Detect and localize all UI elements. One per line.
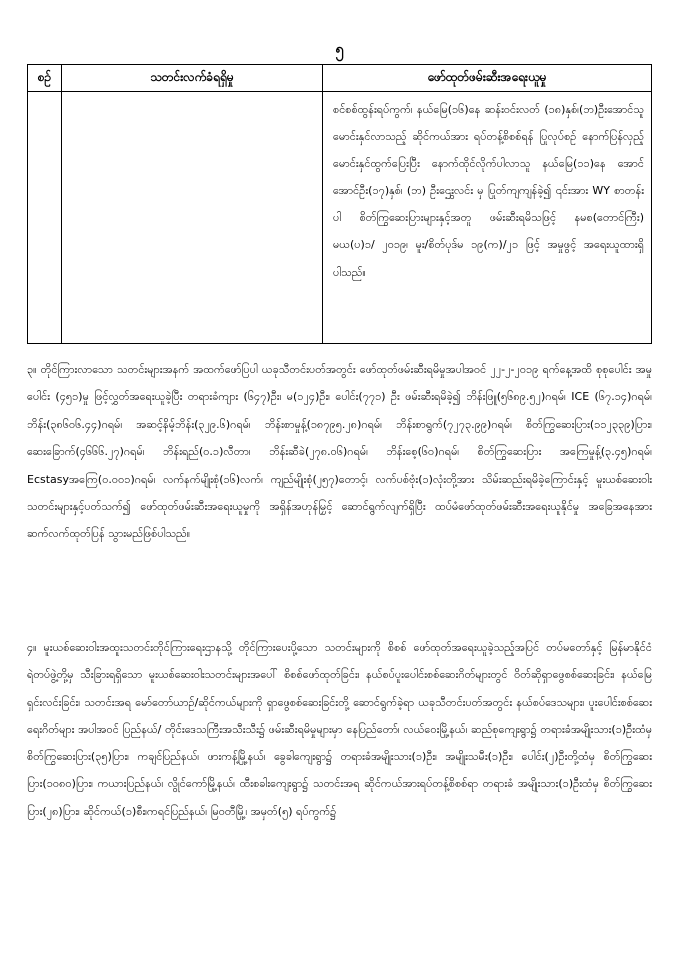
table-header-row [28, 65, 652, 92]
page-number: ၅ [335, 40, 344, 58]
header-info-received: သတင်းလက်ခံရရှိမှု [62, 65, 323, 92]
cell-seizure-action [323, 92, 652, 344]
header-serial-no: စဉ် [28, 65, 62, 92]
seizure-report-table [27, 64, 652, 344]
header-seizure-action: ဖော်ထုတ်ဖမ်းဆီးအရေးယူမှု [323, 65, 652, 92]
table-row [28, 92, 652, 344]
paragraph-3-summary: ၃။ တိုင်ကြားလာသော သတင်းများအနက် အထက်ဖော်ပြပါ ယခုသီတင်းပတ်အတွင်း ဖော်ထုတ်ဖမ်းဆီးရမိမှုအပါအဝင် ၂၂-၂-၂၀၁၉ ရက်နေ့အထိ စုစုပေါင်း အမှုပေါင်း (၄၅၁)မှု ဖြင့်လွှတ်အရေးယူခဲ့ပြီး တရားခံကျား (၆၄၇)ဦး၊ မ(၁၂၄)ဦး၊ ပေါင်း(၇၇၁) ဦး ဖမ်းဆီးရမိခဲ့၍ ဘိန်းဖြူ(၅၆၈၉.၅၂)ဂရမ်၊ ICE (၆၇.၁၄)ဂရမ်၊ ဘိန်း(၃၈၆၀၆.၄၄)ဂရမ်၊ အဆင့်နိမ့်ဘိန်း(၃၂၉.၆)ဂရမ်၊ ဘိန်းစာမှုန့်(၁၈၇၉၅.၂၈)ဂရမ်၊ ဘိန်းစာရွက်(၇၂၇၃.၉၉)ဂရမ်၊ စိတ်ကြွဆေးပြား(၁၁၂၃၃၉)ပြား၊ ဆေးခြောက်(၄၆၆၆.၂၇)ဂရမ်၊ ဘိန်းရည်(၀.၁)လီတာ၊ ဘိန်းဆီခဲ(၂၇၈.၀၆)ဂရမ်၊ ဘိန်းစေ့(၆၀)ဂရမ်၊ စိတ်ကြွဆေးပြား အကြေမှုန့်(၃.၄၅)ဂရမ်၊ Ecstasyအကြေ(၀.၀၀၁)ဂရမ်၊ လက်နက်မျိုးစုံ(၁၆)လက်၊ ကျည်မျိုးစုံ(၂၅၇)တောင့်၊ လက်ပစ်ဗုံး(၁)လုံးတို့အား သိမ်းဆည်းရမိခဲ့ကြောင်းနှင့် မူးယစ်ဆေးဝါးသတင်းများနှင့်ပတ်သက်၍ ဖော်ထုတ်ဖမ်းဆီးအရေးယူမှုကို အရှိန်အဟုန်မြှင့် ဆောင်ရွက်လျက်ရှိပြီး ထပ်မံဖော်ထုတ်ဖမ်းဆီးအရေးယူနိုင်မှု အခြေအနေအား ဆက်လက်ထုတ်ပြန် သွားမည်ဖြစ်ပါသည်။ [27, 363, 652, 541]
paragraph-4-details: ၄။ မူးယစ်ဆေးဝါးအထူးသတင်းတိုင်ကြားရေးဌာနသို့ တိုင်ကြားပေးပို့သော သတင်းများကို စိစစ် ဖော်ထုတ်အရေးယူခဲ့သည့်အပြင် တပ်မတော်နှင့် မြန်မာနိုင်ငံရဲတပ်ဖွဲ့တို့မှ သီးခြားရရှိသော မူးယစ်ဆေးဝါးသတင်းများအပေါ် စိစစ်ဖော်ထုတ်ခြင်း၊ နယ်စပ်ပူးပေါင်းစစ်ဆေးဂိတ်များတွင် ဝိတ်ဆိုရှာဖွေစစ်ဆေးခြင်း၊ နယ်မြေရှင်းလင်းခြင်း၊ သတင်းအရ မော်တော်ယာဉ်/ဆိုင်ကယ်များကို ရှာဖွေစစ်ဆေးခြင်းတို့ ဆောင်ရွက်ခဲ့ရာ ယခုသီတင်းပတ်အတွင်း နယ်စပ်ဒေသများ၊ ပူးပေါင်းစစ်ဆေးရေးဂိတ်များ အပါအဝင် ပြည်နယ်/ တိုင်းဒေသကြီးအသီးသီး၌ ဖမ်းဆီးရမိမှုများမှာ နေပြည်တော်၊ လယ်ဝေးမြို့နယ်၊ ဆည်စုကျေးရွာ၌ တရားခံအမျိုးသား(၁)ဦးထံမှ စိတ်ကြွဆေးပြား(၃၅)ပြား၊ ကချင်ပြည်နယ်၊ ဖားကန့်မြို့နယ်၊ ခွေခါကျေးရွာ၌ တရားခံအမျိုးသား(၁)ဦး၊ အမျိုးသမီး(၁)ဦး၊ ပေါင်း(၂)ဦးတို့ထံမှ စိတ်ကြွဆေးပြား(၁၀၈၀)ပြား၊ ကယားပြည်နယ်၊ လွိုင်ကော်မြို့နယ်၊ ထီးစခါးကျေးရွာ၌ သတင်းအရ ဆိုင်ကယ်အားရပ်တန့်စိစစ်ရာ တရားခံ အမျိုးသား(၁)ဦးထံမှ စိတ်ကြွဆေးပြား(၂၈)ပြား၊ ဆိုင်ကယ်(၁)စီး၊ကရင်ပြည်နယ်၊ မြဝတီမြို့၊ အမှတ်(၅) ရပ်ကွက်၌ [27, 641, 652, 818]
seizure-action-text: စင်စစ်ထွန်းရပ်ကွက်၊ နယ်မြေ(၁၆)နေ ဆန်းဝင်းလတ် (၁၈)နှစ်၊(ဘ)ဦးအောင်သူ မောင်းနှင်လာသည့် ဆိုင်ကယ်အား ရပ်တန့်စိစစ်ရန် ပြုလုပ်စဉ် နောက်ပြန်လှည့် မောင်းနှင်ထွက်ပြေးပြီး နောက်ထိုင်လိုက်ပါလာသူ နယ်မြေ(၁၁)နေ အောင်အောင်ဦး(၁၇)နှစ်၊ (ဘ) ဦးဌွေးလင်း မှ ပြုတ်ကျကျန်ခဲ့၍ ၎င်းအား WY စာတန်းပါ စိတ်ကြွဆေးပြားများနှင့်အတူ ဖမ်းဆီးရမိသဖြင့် နမစ(တောင်ကြီး) မယ(ပ)၁/ ၂၀၁၉၊ မူး/စိတ်ပုဒ်မ ၁၉(က)/၂၁ ဖြင့် အမှုဖွင့် အရေးယူထားရှိပါသည်။ [333, 103, 644, 279]
cell-serial-no [28, 92, 62, 344]
cell-info-received [62, 92, 323, 344]
